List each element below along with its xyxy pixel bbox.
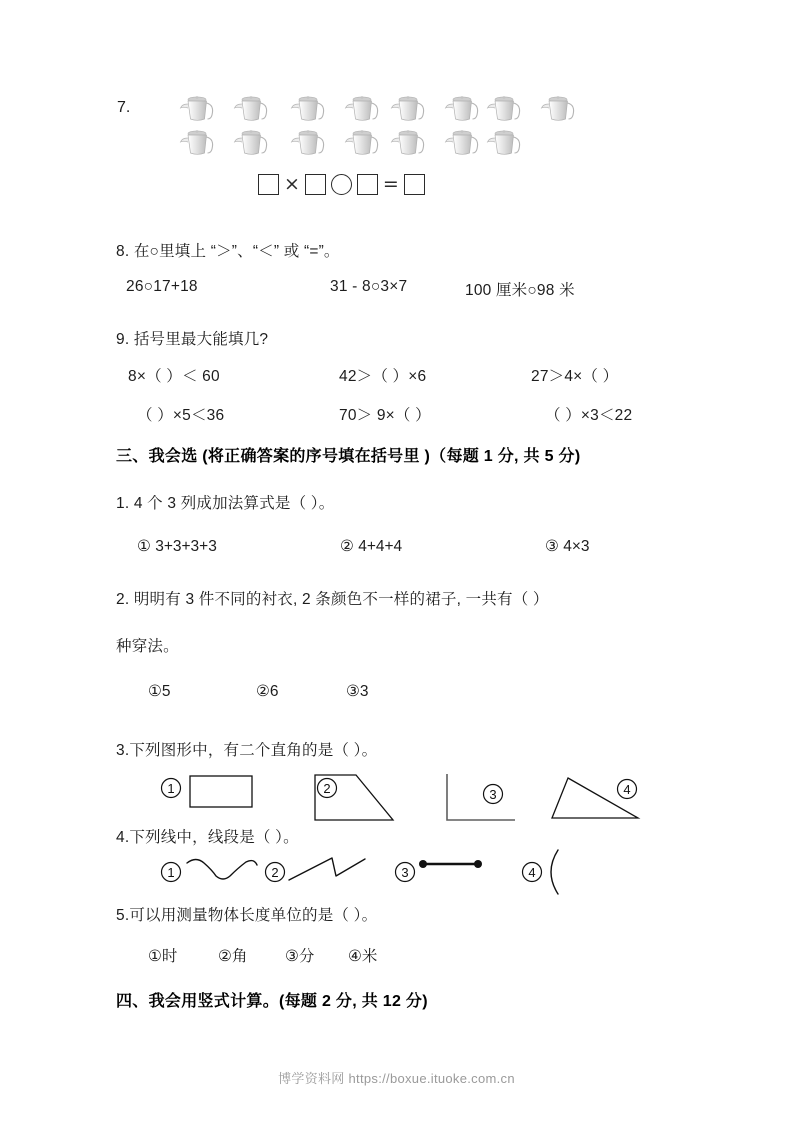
question-9-row1-item3: 27＞4×（ ）: [531, 368, 619, 385]
answer-box-4[interactable]: [404, 174, 425, 195]
question-8-item-1: 26○17+18: [126, 278, 198, 295]
teapot-row: [288, 93, 384, 123]
teapot-row: [388, 93, 484, 123]
svg-text:4: 4: [528, 865, 536, 880]
choice-2-option-2[interactable]: ②6: [256, 683, 279, 700]
choice-5-option-2[interactable]: ②角: [218, 948, 248, 965]
teapot-group-4: [484, 93, 580, 157]
choice-5-option-1[interactable]: ①时: [148, 948, 178, 965]
teapot-icon: [342, 127, 384, 157]
teapot-icon: [177, 93, 219, 123]
choice-1-prompt: 1. 4 个 3 列成加法算式是（ ）。: [116, 495, 335, 512]
answer-box-2[interactable]: [305, 174, 326, 195]
choice-2-prompt-line-2: 种穿法。: [116, 638, 179, 655]
question-9-row2-item2: 70＞ 9×（ ）: [339, 407, 431, 424]
teapot-row: [177, 127, 273, 157]
teapot-icon: [388, 127, 430, 157]
teapot-icon: [484, 127, 526, 157]
question-9-prompt: 9. 括号里最大能填几?: [116, 331, 269, 348]
teapot-icon: [288, 93, 330, 123]
svg-text:1: 1: [167, 781, 175, 796]
question-9-row1-item2: 42＞（ ）×6: [339, 368, 427, 385]
answer-circle[interactable]: [331, 174, 352, 195]
choice-5-option-4[interactable]: ④米: [348, 948, 378, 965]
question-9-row2-item3: （ ）×3＜22: [545, 407, 633, 424]
svg-text:2: 2: [271, 865, 279, 880]
choice-5-option-3[interactable]: ③分: [285, 948, 315, 965]
choice-3-figures: [160, 766, 660, 833]
teapot-group-1: [177, 93, 273, 157]
choice-1-option-2[interactable]: ② 4+4+4: [340, 538, 403, 555]
teapot-icon: [177, 127, 219, 157]
question-9-row1-item1: 8×（ ）＜ 60: [128, 368, 220, 385]
question-8-item-3: 100 厘米○98 米: [465, 282, 575, 299]
teapot-icon: [388, 93, 430, 123]
svg-text:1: 1: [167, 865, 175, 880]
svg-text:2: 2: [323, 781, 331, 796]
teapot-icon: [442, 93, 484, 123]
teapot-group-2: [288, 93, 384, 157]
teapot-row: [484, 127, 580, 157]
teapot-icon: [484, 93, 526, 123]
teapot-row: [177, 93, 273, 123]
choice-2-prompt-line-1: 2. 明明有 3 件不同的衬衣, 2 条颜色不一样的裙子, 一共有（ ）: [116, 591, 549, 608]
svg-text:3: 3: [401, 865, 409, 880]
choice-3-prompt: 3.下列图形中，有二个直角的是（ ）。: [116, 742, 378, 759]
teapot-icon: [342, 93, 384, 123]
choice-4-prompt: 4.下列线中，线段是（ ）。: [116, 829, 299, 846]
section-3-heading: 三、我会选 (将正确答案的序号填在括号里 )（每题 1 分, 共 5 分): [116, 448, 581, 465]
svg-text:4: 4: [623, 782, 631, 797]
question-8-prompt: 8. 在○里填上 “＞”、“＜” 或 “=”。: [116, 243, 340, 260]
teapot-icon: [288, 127, 330, 157]
question-7-equation: [258, 174, 425, 195]
teapot-icon: [231, 127, 273, 157]
teapot-row: [288, 127, 384, 157]
choice-2-option-3[interactable]: ③3: [346, 683, 369, 700]
question-7-number: 7.: [117, 99, 131, 116]
answer-box-1[interactable]: [258, 174, 279, 195]
choice-1-option-1[interactable]: ① 3+3+3+3: [137, 538, 217, 555]
question-8-item-2: 31 - 8○3×7: [330, 278, 408, 295]
answer-box-3[interactable]: [357, 174, 378, 195]
site-watermark: 博学资料网 https://boxue.ituoke.com.cn: [278, 1071, 515, 1086]
teapot-icon: [231, 93, 273, 123]
equals-symbol: =: [382, 173, 399, 195]
choice-1-option-3[interactable]: ③ 4×3: [545, 538, 590, 555]
teapot-icon: [538, 93, 580, 123]
teapot-row: [388, 127, 484, 157]
question-9-row2-item1: （ ）×5＜36: [137, 407, 225, 424]
choice-2-option-1[interactable]: ①5: [148, 683, 171, 700]
choice-4-figures: [160, 846, 660, 903]
multiply-symbol: ×: [284, 173, 300, 195]
section-4-heading: 四、我会用竖式计算。(每题 2 分, 共 12 分): [116, 993, 428, 1010]
svg-text:3: 3: [489, 787, 497, 802]
teapot-row: [484, 93, 580, 123]
teapot-group-3: [388, 93, 484, 157]
teapot-icon: [442, 127, 484, 157]
choice-5-prompt: 5.可以用测量物体长度单位的是（ ）。: [116, 907, 378, 924]
